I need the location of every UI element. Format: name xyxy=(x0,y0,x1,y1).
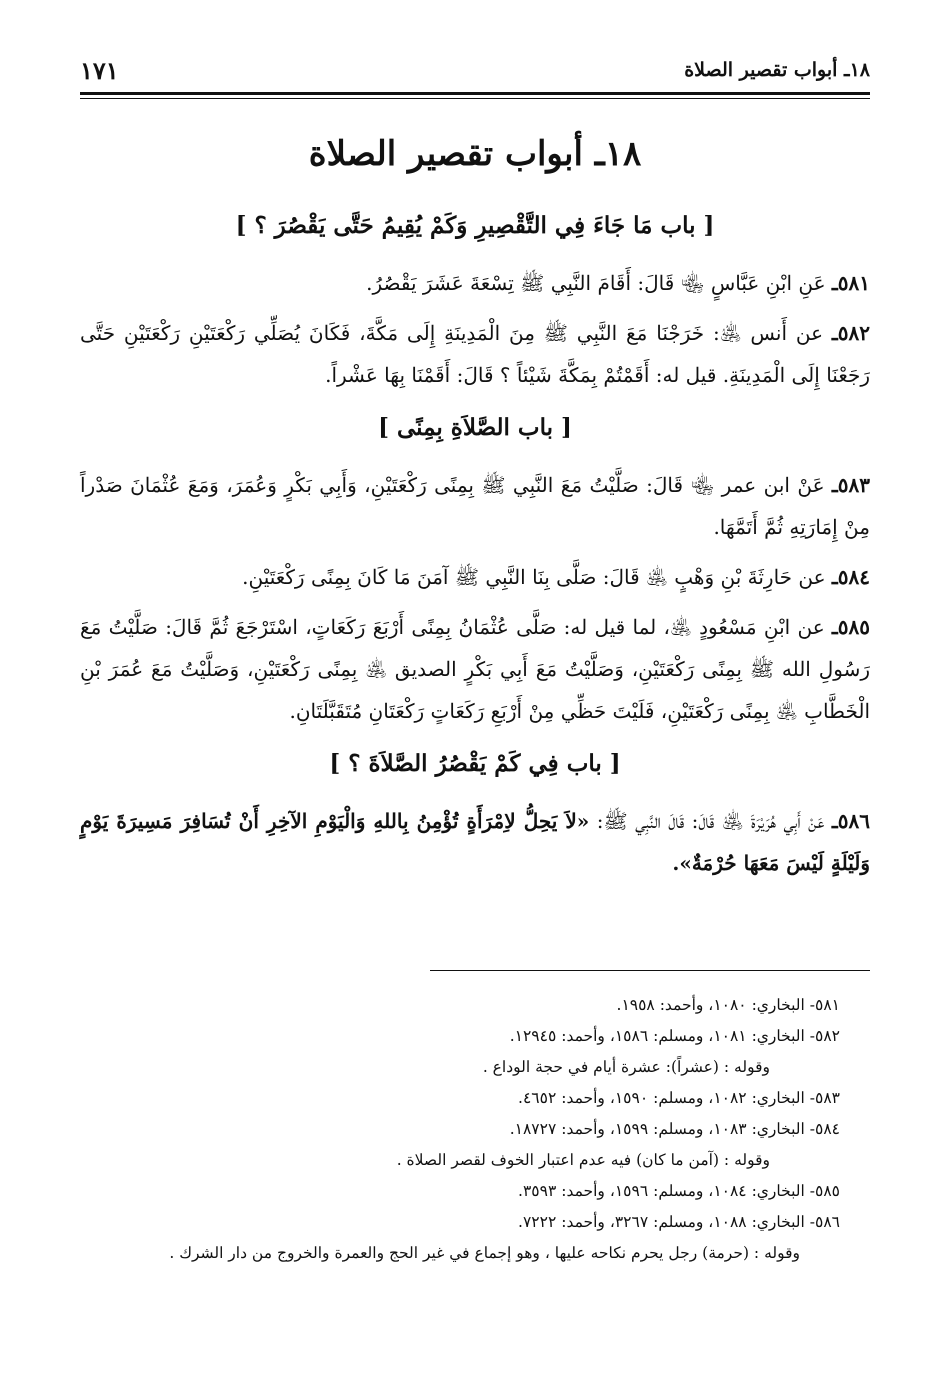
footnote-line: ٥٨٦- البخاري: ١٠٨٨، ومسلم: ٣٢٦٧، وأحمد: ٧٢٢٢. xyxy=(518,1213,840,1231)
bab-title: [ باب الصَّلاَةِ بِمِنًى ] xyxy=(378,414,572,441)
footnotes xyxy=(80,990,840,1269)
chapter-title: ١٨ـ أبواب تقصير الصلاة xyxy=(308,134,642,174)
hadith-583 xyxy=(80,464,870,548)
footnote-comment: وقوله : (آمن ما كان) فيه عدم اعتبار الخوف لقصر الصلاة . xyxy=(396,1151,770,1169)
hadith-number: ٥٨٤ـ xyxy=(831,565,870,589)
hadith-text: عَنِ ابْنِ عَبَّاسٍ ﵄ قَالَ: أَقَامَ النَّبِي ﷺ تِسْعَةَ عَشَرَ يَقْصُرُ. xyxy=(366,271,832,295)
bab-title: [ باب فِي كَمْ يَقْصُرُ الصَّلاَةَ ؟ ] xyxy=(329,750,621,777)
hadith-text: عن ابْنِ مَسْعُودٍ ﵁، لما قيل له: صَلَّى عُثْمَانُ بِمِنًى أَرْبَعَ رَكَعَاتٍ، اسْتَرْجَعَ ثُمَّ قَالَ: صَلَّيْتُ مَعَ رَسُولِ الله ﷺ بِمِنًى رَكْعَتَيْنِ، وَصَلَّيْتُ مَعَ أَبِي بَكْرٍ الصديق ﵁ بِمِنًى رَكْعَتَيْنِ، وَصَلَّيْتُ مَعَ عُمَرَ بْنِ الْخَطَّابِ ﵁ بِمِنًى رَكْعَتَيْنِ، فَلَيْتَ حَظِّي مِنْ أَرْبَعِ رَكَعَاتٍ رَكْعَتَانِ مُتَقَبَّلَتَانِ. xyxy=(80,615,870,723)
hadith-582 xyxy=(80,312,870,396)
running-title: ١٨ـ أبواب تقصير الصلاة xyxy=(684,59,870,81)
hadith-text: عن أَنس ﵁: خَرَجْنَا مَعَ النَّبِي ﷺ مِنَ الْمَدِينَةِ إِلَى مَكَّةَ، فَكَانَ يُصَلِّي رَكْعَتَيْنِ رَكْعَتَيْنِ حَتَّى رَجَعْنَا إِلَى الْمَدِينَةِ. قيل له: أَقَمْتُمْ بِمَكَّةَ شَيْئاً ؟ قَالَ: أَقَمْنَا بِهَا عَشْراً. xyxy=(80,321,870,387)
footnote-line: ٥٨١- البخاري: ١٠٨٠، وأحمد: ١٩٥٨. xyxy=(616,996,840,1014)
footnote-line: ٥٨٣- البخاري: ١٠٨٢، ومسلم: ١٥٩٠، وأحمد: ٤٦٥٢. xyxy=(518,1089,840,1107)
hadith-584 xyxy=(80,556,870,598)
hadith-581 xyxy=(80,262,870,304)
page-number: ١٧١ xyxy=(80,55,119,85)
hadith-quote: «لاَ يَحِلُّ لاِمْرَأَةٍ تُؤْمِنُ بِاللهِ وَالْيَوْمِ الآخِرِ أَنْ تُسَافِرَ مَسِيرَةَ يَوْمٍ وَلَيْلَةٍ لَيْسَ مَعَهَا حُرْمَةٌ». xyxy=(80,809,870,875)
main-text xyxy=(80,130,870,892)
running-header xyxy=(80,50,870,90)
footnote-rule xyxy=(430,970,870,971)
hadith-number: ٥٨٣ـ xyxy=(831,473,870,497)
hadith-586 xyxy=(80,800,870,884)
footnote-line: ٥٨٤- البخاري: ١٠٨٣، ومسلم: ١٥٩٩، وأحمد: ١٨٧٢٧. xyxy=(509,1120,840,1138)
hadith-number: ٥٨١ـ xyxy=(831,271,870,295)
footnote-line: ٥٨٥- البخاري: ١٠٨٤، ومسلم: ١٥٩٦، وأحمد: ٣٥٩٣. xyxy=(518,1182,840,1200)
footnote-comment: وقوله : (حرمة) رجل يحرم نكاحه عليها ، وهو إجماع في غير الحج والعمرة والخروج من دار الشرك . xyxy=(169,1244,800,1262)
header-rule xyxy=(80,92,870,95)
footnote-line: ٥٨٢- البخاري: ١٠٨١، ومسلم: ١٥٨٦، وأحمد: ١٢٩٤٥. xyxy=(509,1027,840,1045)
hadith-number: ٥٨٦ـ xyxy=(831,809,870,833)
hadith-text: عَنْ أَبِي هُرَيْرَةَ ﵁ قَالَ: قَالَ النَّبِي ﷺ: xyxy=(589,809,832,833)
hadith-585 xyxy=(80,606,870,732)
hadith-text: عن حَارِثَةَ بْنِ وَهْبٍ ﵁ قَالَ: صَلَّى بِنَا النَّبِي ﷺ آمَنَ مَا كَانَ بِمِنًى رَكْعَتَيْنِ. xyxy=(242,565,832,589)
hadith-number: ٥٨٥ـ xyxy=(831,615,870,639)
footnote-comment: وقوله : (عشراً): عشرة أيام في حجة الوداع . xyxy=(482,1058,770,1076)
header-rule-thin xyxy=(80,98,870,99)
hadith-number: ٥٨٢ـ xyxy=(831,321,870,345)
hadith-text: عَنْ ابن عمر ﵄ قَالَ: صَلَّيْتُ مَعَ النَّبِي ﷺ بِمِنًى رَكْعَتَيْنِ، وَأَبِي بَكْرٍ وَعُمَرَ، وَمَعَ عُثْمَانَ صَدْراً مِنْ إِمَارَتِهِ ثُمَّ أَتَمَّهَا. xyxy=(80,473,870,539)
bab-title: [ باب مَا جَاءَ فِي التَّقْصِيرِ وَكَمْ يُقِيمُ حَتَّى يَقْصُرَ ؟ ] xyxy=(235,212,715,239)
